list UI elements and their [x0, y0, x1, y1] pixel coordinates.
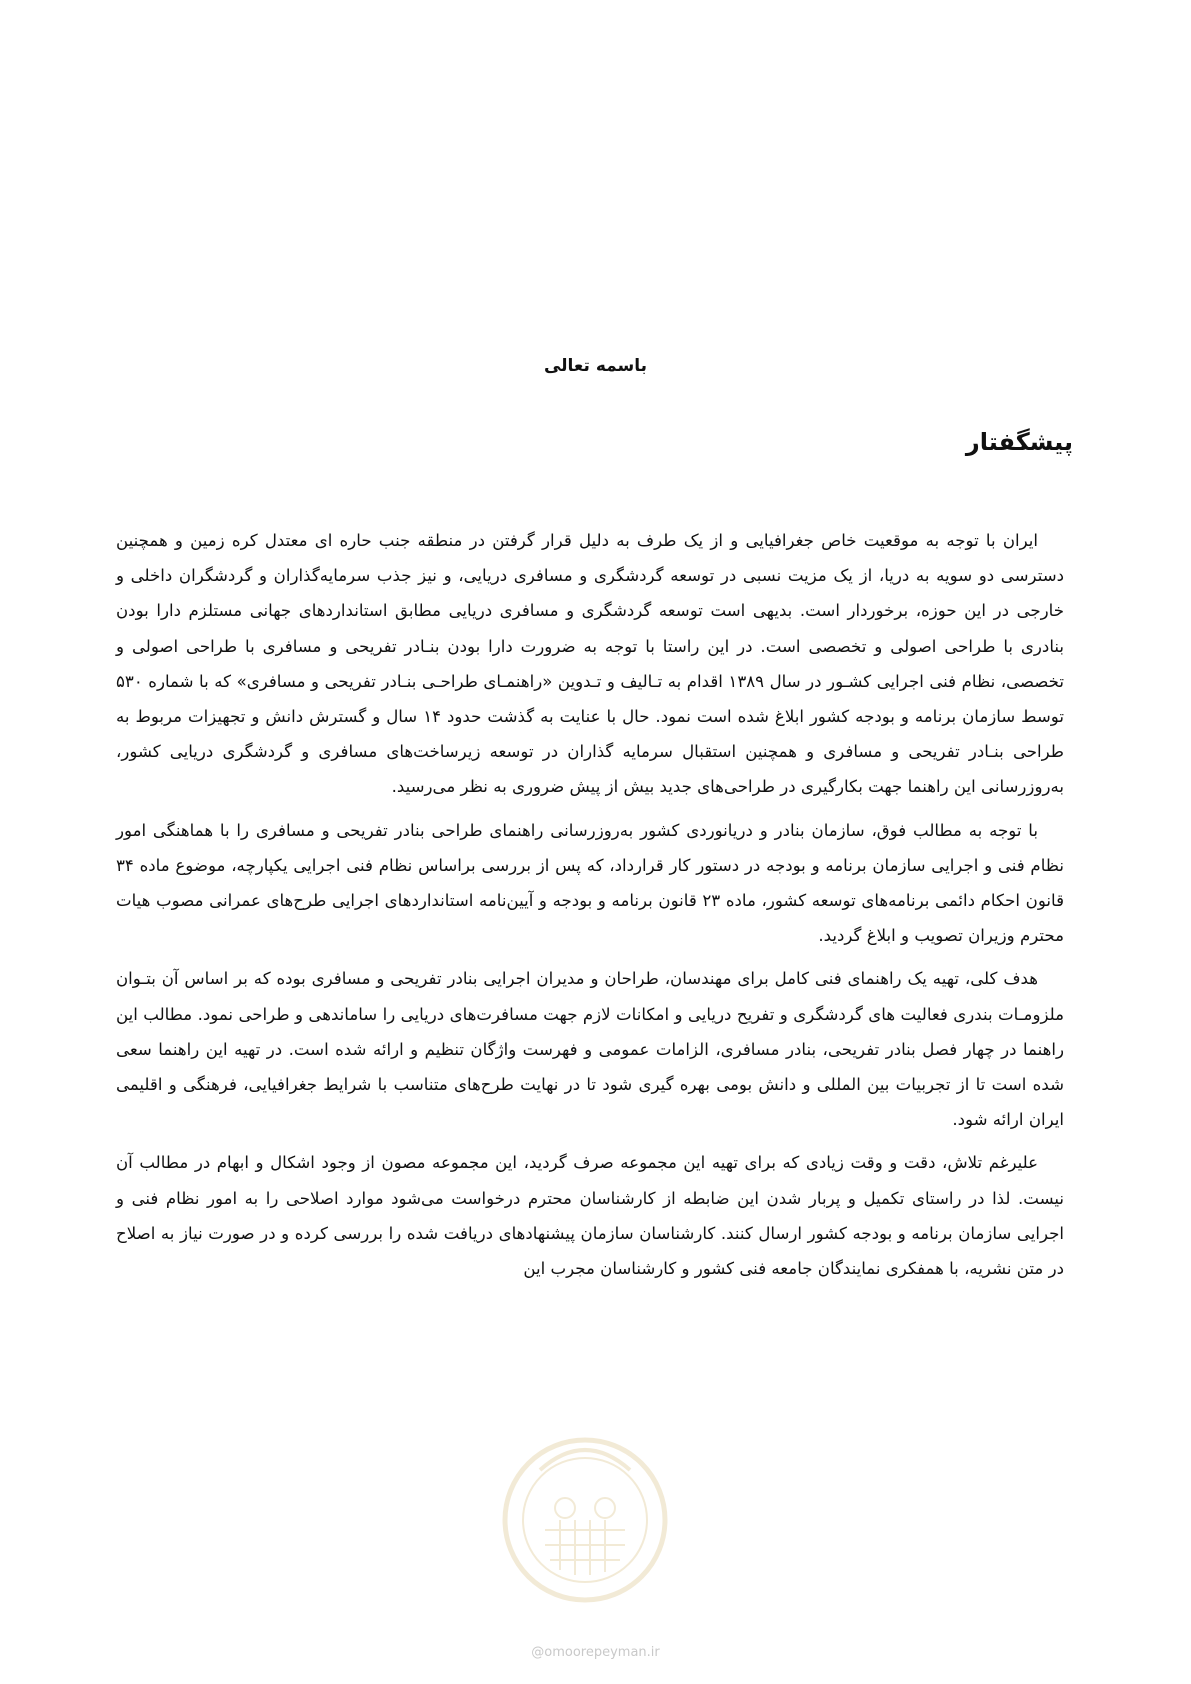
paragraph-2: با توجه به مطالب فوق، سازمان بنادر و دریانوردی کشور به‌روزرسانی راهنمای طراحی بنادر تفریحی و مسافری را با هماهنگی امور نظام فنی و اجرایی سازمان برنامه و بودجه در دستور کار قرارداد، که پس از بررسی براساس نظام فنی اجرایی یکپارچه، موضوع ماده ۳۴ قانون احکام دائمی برنامه‌های توسعه کشور، ماده ۲۳ قانون برنامه و بودجه و آیین‌نامه استانداردهای اجرایی طرح‌های عمرانی مصوب هیات محترم وزیران تصویب و ابلاغ گردید. — [116, 820, 1065, 946]
body-text — [116, 523, 1064, 1294]
watermark-handle: @omoorepeyman.ir — [531, 1645, 660, 1660]
page-title: پیشگفتار — [965, 428, 1073, 456]
bismillah-heading: باسمه تعالی — [543, 356, 648, 376]
watermark-logo — [500, 1420, 670, 1610]
paragraph-3: هدف کلی، تهیه یک راهنمای فنی کامل برای مهندسان، طراحان و مدیران اجرایی بنادر تفریحی و مسافری بوده که بر اساس آن بتـوان ملزومـات بندری فعالیت های گردشگری و تفریح دریایی و امکانات لازم جهت مسافرت‌های دریایی را ساماندهی و طراحی نمود. مطالب این راهنما در چهار فصل بنادر تفریحی، بنادر مسافری، الزامات عمومی و فهرست واژگان تنظیم و ارائه شده است. در تهیه این راهنما سعی شده است تا از تجربیات بین المللی و دانش بومی بهره گیری شود تا در نهایت طرح‌های متناسب با شرایط جغرافیایی، فرهنگی و اقلیمی ایران ارائه شود. — [116, 969, 1064, 1130]
paragraph-4: علیرغم تلاش، دقت و وقت زیادی که برای تهیه این مجموعه صرف گردید، این مجموعه مصون از وجود اشکال و ابهام در مطالب آن نیست. لذا در راستای تکمیل و پربار شدن این ضابطه از کارشناسان محترم درخواست می‌شود موارد اصلاحی را به امور نظام فنی و اجرایی سازمان برنامه و بودجه کشور ارسال کنند. کارشناسان سازمان پیشنهادهای دریافت شده را بررسی کرده و در صورت نیاز به اصلاح در متن نشریه، با همفکری نمایندگان جامعه فنی کشور و کارشناسان مجرب این — [116, 1153, 1064, 1279]
paragraph-1: ایران با توجه به موقعیت خاص جغرافیایی و از یک طرف به دلیل قرار گرفتن در منطقه جنب حاره ای معتدل کره زمین و همچنین دسترسی دو سویه به دریا، از یک مزیت نسبی در توسعه گردشگری و مسافری دریایی، و نیز جذب سرمایه‌گذاران و گردشگران داخلی و خارجی در این حوزه، برخوردار است. بدیهی است توسعه گردشگری و مسافری دریایی مطابق استانداردهای جهانی مستلزم دارا بودن بنادری با طراحی اصولی و تخصصی است. در این راستا با توجه به ضرورت دارا بودن بنـادر تفریحی و مسافری با طراحی اصولی و تخصصی، نظام فنی اجرایی کشـور در سال ۱۳۸۹ اقدام به تـالیف و تـدوین «راهنمـای طراحـی بنـادر تفریحی و مسافری» که با شماره ۵۳۰ توسط سازمان برنامه و بودجه کشور ابلاغ شده است نمود. حال با عنایت به گذشت حدود ۱۴ سال و گسترش دانش و تجهیزات مربوط به طراحی بنـادر تفریحی و مسافری و همچنین استقبال سرمایه گذاران در توسعه زیرساخت‌های مسافری و گردشگری دریایی کشور، به‌روزرسانی این راهنما جهت بکارگیری در طراحی‌های جدید بیش از پیش ضروری به نظر می‌رسید. — [116, 531, 1065, 797]
